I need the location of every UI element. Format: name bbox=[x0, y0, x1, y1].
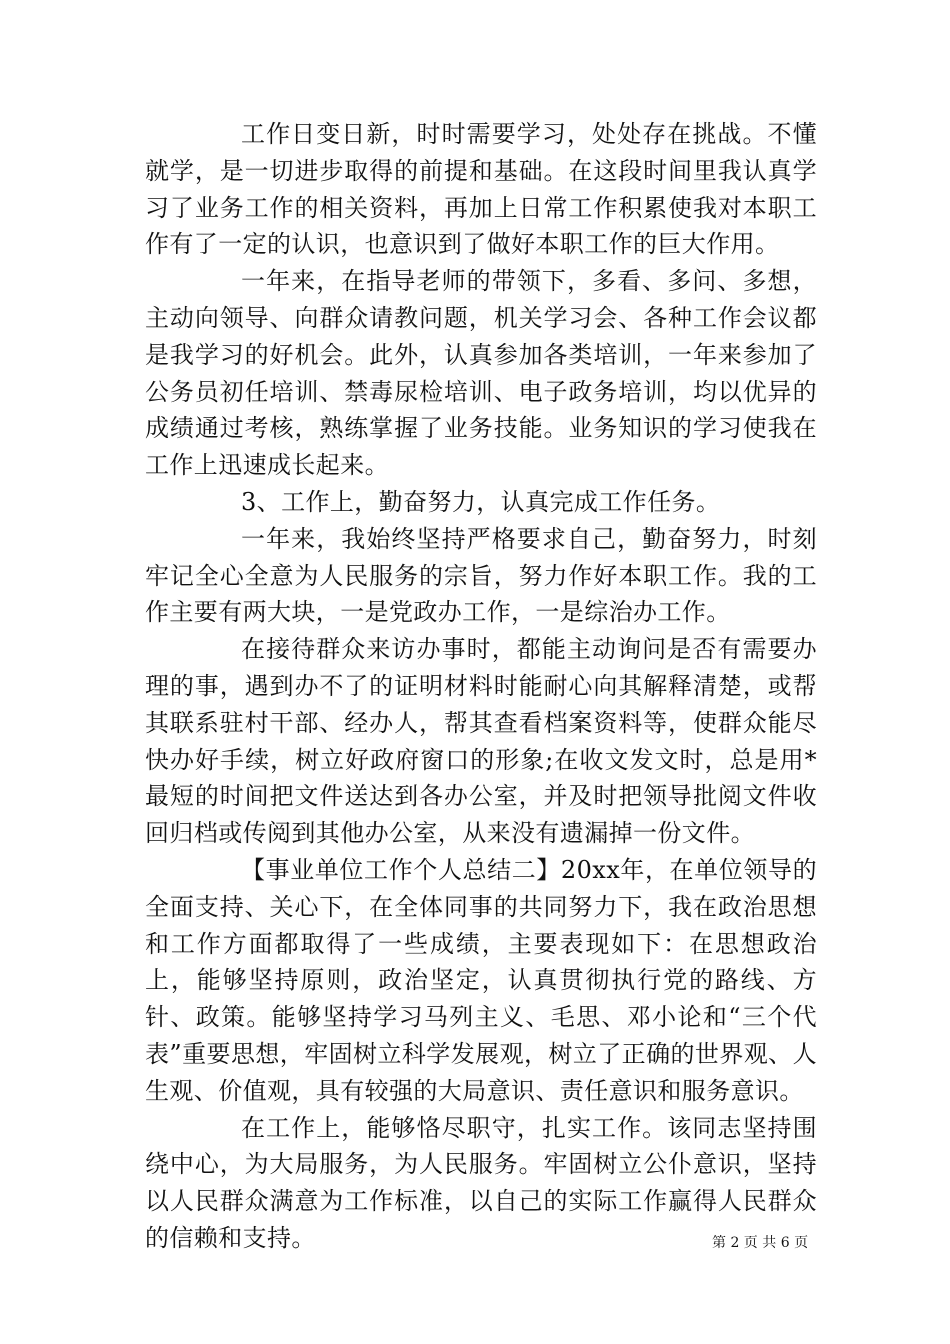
page-number-footer: 第 2 页 共 6 页 bbox=[712, 1235, 809, 1251]
paragraph-3: 3、工作上，勤奋努力，认真完成工作任务。 bbox=[241, 487, 721, 516]
document-body bbox=[145, 116, 817, 1257]
paragraph-2: 一年来，在指导老师的带领下，多看、多问、多想，主动向领导、向群众请教问题，机关学习会、各种工作会议都是我学习的好机会。此外，认真参加各类培训，一年来参加了公务员初任培训、禁毒尿检培训、电子政务培训，均以优异的成绩通过考核，熟练掌握了业务技能。业务知识的学习使我在工作上迅速成长起来。 bbox=[145, 267, 817, 480]
paragraph-7: 在工作上，能够恪尽职守，扎实工作。该同志坚持围绕中心，为大局服务，为人民服务。牢固树立公仆意识，坚持以人民群众满意为工作标准，以自己的实际工作赢得人民群众的信赖和支持。 bbox=[145, 1113, 817, 1252]
paragraph-5: 在接待群众来访办事时，都能主动询问是否有需要办理的事，遇到办不了的证明材料时能耐心向其解释清楚，或帮其联系驻村干部、经办人，帮其查看档案资料等，使群众能尽快办好手续，树立好政府窗口的形象;在收文发文时，总是用*最短的时间把文件送达到各办公室，并及时把领导批阅文件收回归档或传阅到其他办公室，从来没有遗漏掉一份文件。 bbox=[145, 635, 817, 848]
paragraph-4: 一年来，我始终坚持严格要求自己，勤奋努力，时刻牢记全心全意为人民服务的宗旨，努力作好本职工作。我的工作主要有两大块，一是党政办工作，一是综治办工作。 bbox=[145, 524, 817, 627]
paragraph-6: 【事业单位工作个人总结二】20xx年，在单位领导的全面支持、关心下，在全体同事的共同努力下，我在政治思想和工作方面都取得了一些成绩，主要表现如下：在思想政治上，能够坚持原则，政治坚定，认真贯彻执行党的路线、方针、政策。能够坚持学习马列主义、毛思、邓小论和“三个代表”重要思想，牢固树立科学发展观，树立了正确的世界观、人生观、价值观，具有较强的大局意识、责任意识和服务意识。 bbox=[145, 855, 817, 1105]
paragraph-1: 工作日变日新，时时需要学习，处处存在挑战。不懂就学，是一切进步取得的前提和基础。在这段时间里我认真学习了业务工作的相关资料，再加上日常工作积累使我对本职工作有了一定的认识，也意识到了做好本职工作的巨大作用。 bbox=[145, 120, 817, 259]
